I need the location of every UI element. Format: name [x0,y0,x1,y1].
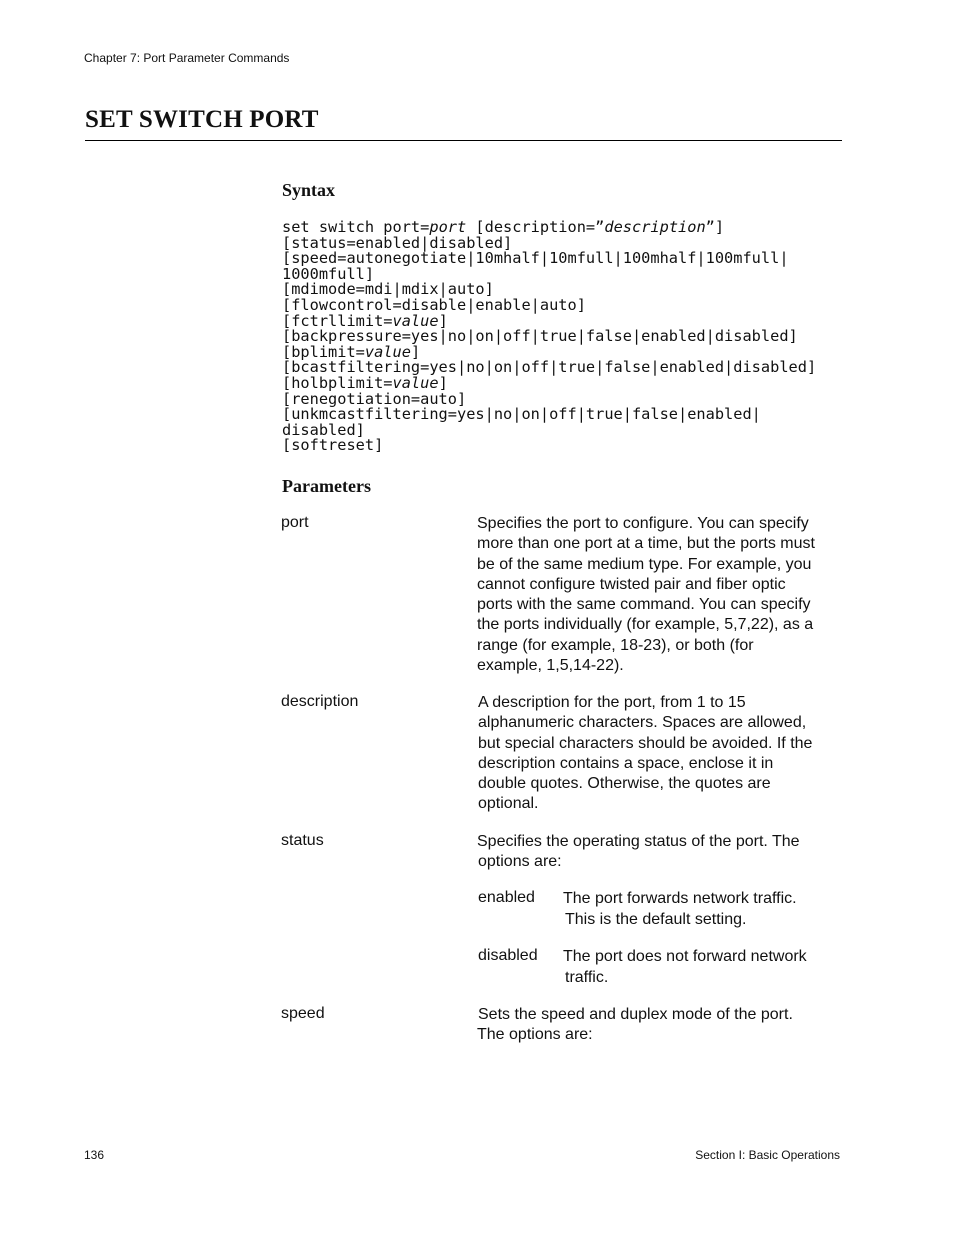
syntax-text: set switch port= [282,218,430,236]
desc-line: but special characters should be avoided. If the [478,734,813,752]
syntax-text: ] [438,373,448,392]
param-desc-port [477,514,842,676]
page-number: 136 [84,1148,105,1162]
syntax-text: ] [410,342,421,361]
syntax-text: disabled] [282,420,365,439]
desc-line: the ports individually (for example, 5,7,22), as a [477,616,814,634]
desc-line: example, 1,5,14-22). [477,657,624,675]
syntax-text: [mdimode=mdi|mdix|auto] [282,280,494,299]
parameters-heading: Parameters [282,476,371,496]
desc-line: cannot configure twisted pair and fiber optic [477,575,786,593]
desc-line: Sets the speed and duplex mode of the port. [478,1006,793,1023]
footer-section: Section I: Basic Operations [695,1148,840,1162]
syntax-heading: Syntax [282,180,336,200]
title-rule [85,140,842,141]
desc-line: more than one port at a time, but the ports must [477,535,815,553]
option-name-enabled: enabled [478,889,535,906]
syntax-argument: port [429,218,467,236]
param-name-port: port [281,514,309,531]
syntax-line [282,438,816,454]
syntax-text: [fctrllimit= [282,311,393,330]
desc-line: range (for example, 18-23), or both (for [477,636,754,654]
desc-line: optional. [478,795,539,813]
syntax-text: [renegotiation=auto] [282,389,467,408]
param-desc-status [477,832,842,873]
syntax-text: [speed=autonegotiate|10mhalf|10mfull|100mhalf|100mfull| [282,249,789,268]
param-name-status: status [281,832,324,849]
param-name-description: description [281,693,359,710]
syntax-text: [bplimit= [282,342,365,361]
running-head: Chapter 7: Port Parameter Commands [84,51,290,65]
option-desc-disabled [563,947,833,988]
syntax-argument: value [392,373,439,392]
page-title: SET SWITCH PORT [85,106,319,133]
option-desc-enabled [563,889,833,930]
syntax-text: [status=enabled|disabled] [282,233,513,252]
desc-line: alphanumeric characters. Spaces are allowed, [478,714,807,732]
desc-line: be of the same medium type. For example, you [477,555,812,573]
desc-line: Specifies the operating status of the port. The [477,833,800,850]
desc-line: A description for the port, from 1 to 15 [478,694,746,711]
desc-line: ports with the same command. You can specify [477,596,811,614]
desc-line: The options are: [477,1026,593,1044]
param-desc-description [478,693,843,815]
desc-line: The port forwards network traffic. [563,890,797,907]
desc-line: The port does not forward network [563,948,807,965]
syntax-code-block [282,220,816,454]
syntax-text: [unkmcastfiltering=yes|no|on|off|true|false|enabled| [282,405,761,424]
syntax-text: [softreset] [282,436,384,455]
syntax-argument: value [364,342,411,361]
desc-line: options are: [478,853,562,871]
desc-line: double quotes. Otherwise, the quotes are [478,775,771,793]
syntax-argument: description [604,218,706,236]
param-desc-speed [478,1005,843,1046]
syntax-text: [bcastfiltering=yes|no|on|off|true|false|enabled|disabled] [282,358,817,377]
syntax-argument: value [392,311,439,330]
desc-line: traffic. [565,968,609,986]
syntax-text: [holbplimit= [282,373,393,392]
desc-line: Specifies the port to configure. You can specify [477,515,809,532]
desc-line: This is the default setting. [565,910,747,928]
syntax-text: [backpressure=yes|no|on|off|true|false|enabled|disabled] [282,327,798,346]
option-name-disabled: disabled [478,947,538,964]
syntax-text: 1000mfull] [282,264,375,283]
syntax-text: [flowcontrol=disable|enable|auto] [282,295,586,314]
syntax-text: ”] [705,218,725,236]
syntax-text: ] [438,311,448,330]
desc-line: description contains a space, enclose it in [478,754,774,772]
syntax-text: [description=” [466,218,605,236]
param-name-speed: speed [281,1005,325,1022]
